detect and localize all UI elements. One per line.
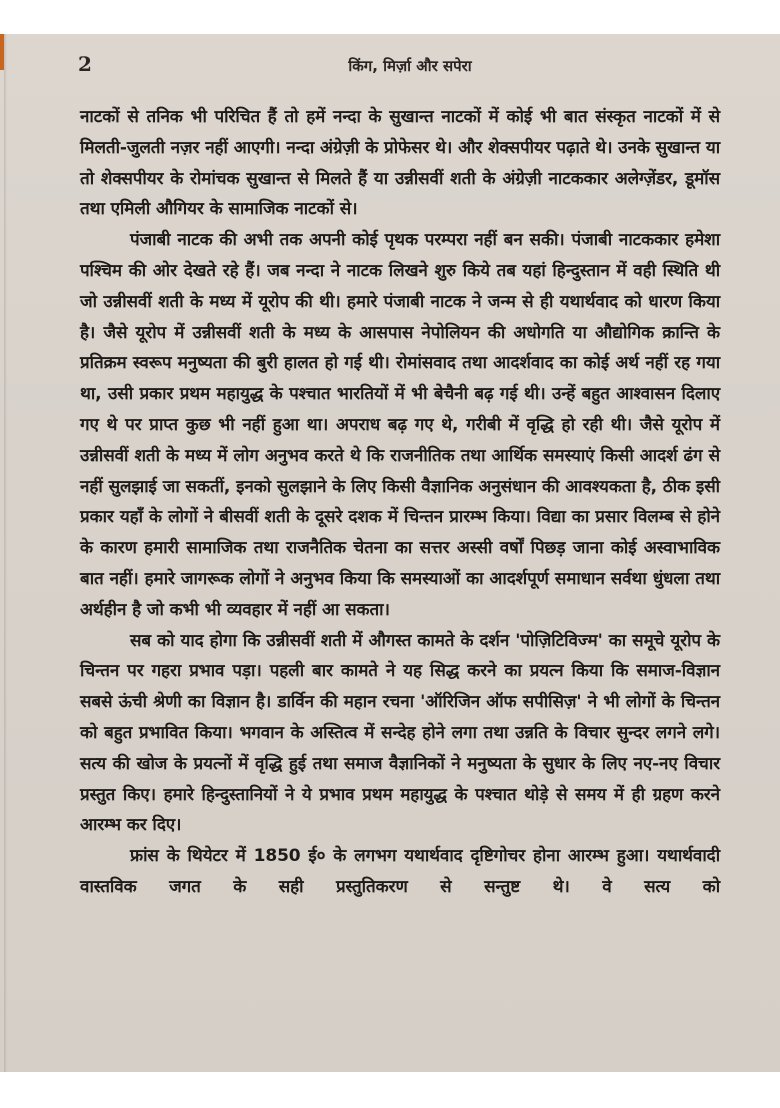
page-header — [0, 52, 780, 82]
body-text — [80, 102, 720, 903]
paragraph-4: फ्रांस के थियेटर में 1850 ई० के लगभग यथार्थवाद दृष्टिगोचर होना आरम्भ हुआ। यथार्थवादी वास्तविक जगत के सही प्रस्तुतिकरण से सन्तुष्ट थे। वे सत्य को — [80, 846, 720, 897]
running-title: किंग, मिर्ज़ा और सपेरा — [348, 57, 472, 75]
book-page — [0, 34, 780, 1072]
page-number: 2 — [78, 52, 92, 76]
paragraph-2: पंजाबी नाटक की अभी तक अपनी कोई पृथक परम्परा नहीं बन सकी। पंजाबी नाटककार हमेशा पश्चिम की ओर देखते रहे हैं। जब नन्दा ने नाटक लिखने शुरु किये तब यहां हिन्दुस्तान में वही स्थिति थी जो उन्नीसवीं शती के मध्य में यूरोप की थी। हमारे पंजाबी नाटक ने जन्म से ही यथार्थवाद को धारण किया है। जैसे यूरोप में उन्नीसवीं शती के मध्य के आसपास नेपोलियन की अधोगति या औद्योगिक क्रान्ति के प्रतिक्रम स्वरूप मनुष्यता की बुरी हालत हो गई थी। रोमांसवाद तथा आदर्शवाद का कोई अर्थ नहीं रह गया था, उसी प्रकार प्रथम महायुद्ध के पश्चात भारतियों में भी बेचैनी बढ़ गई थी। उन्हें बहुत आश्वासन दिलाए गए थे पर प्राप्त कुछ भी नहीं हुआ था। अपराध बढ़ गए थे, गरीबी में वृद्धि हो रही थी। जैसे यूरोप में उन्नीसवीं शती के मध्य में लोग अनुभव करते थे कि राजनीतिक तथा आर्थिक समस्याएं किसी आदर्श ढंग से नहीं सुलझाई जा सकतीं, इनको सुलझाने के लिए किसी वैज्ञानिक अनुसंधान की आवश्यकता है, ठीक इसी प्रकार यहाँ के लोगों ने बीसवीं शती के दूसरे दशक में चिन्तन प्रारम्भ किया। विद्या का प्रसार विलम्ब से होने के कारण हमारी सामाजिक तथा राजनैतिक चेतना का सत्तर अस्सी वर्षों पिछड़ जाना कोई अस्वाभाविक बात नहीं। हमारे जागरूक लोगों ने अनुभव किया कि समस्याओं का आदर्शपूर्ण समाधान सर्वथा धुंधला तथा अर्थहीन है जो कभी भी व्यवहार में नहीं आ सकता। — [80, 230, 720, 620]
spine-shadow — [4, 34, 7, 1072]
paragraph-3: सब को याद होगा कि उन्नीसवीं शती में औगस्त कामते के दर्शन 'पोज़िटिविज्म' का समूचे यूरोप के चिन्तन पर गहरा प्रभाव पड़ा। पहली बार कामते ने यह सिद्ध करने का प्रयत्न किया कि समाज-विज्ञान सबसे ऊंची श्रेणी का विज्ञान है। डार्विन की महान रचना 'ऑरिजिन ऑफ सपीसिज़' ने भी लोगों के चिन्तन को बहुत प्रभावित किया। भगवान के अस्तित्व में सन्देह होने लगा तथा उन्नति के विचार सुन्दर लगने लगे। सत्य की खोज के प्रयत्नों में वृद्धि हुई तथा समाज वैज्ञानिकों ने मनुष्यता के सुधार के लिए नए-नए विचार प्रस्तुत किए। हमारे हिन्दुस्तानियों ने ये प्रभाव प्रथम महायुद्ध के पश्चात थोड़े से समय में ही ग्रहण करने आरम्भ कर दिए। — [80, 630, 720, 836]
paragraph-1: नाटकों से तनिक भी परिचित हैं तो हमें नन्दा के सुखान्त नाटकों में कोई भी बात संस्कृत नाटकों में से मिलती-जुलती नज़र नहीं आएगी। नन्दा अंग्रेज़ी के प्रोफेसर थे। और शेक्सपीयर पढ़ाते थे। उनके सुखान्त या तो शेक्सपीयर के रोमांचक सुखान्त से मिलते हैं या उन्नीसवीं शती के अंग्रेज़ी नाटककार अलेग्ज़ेंडर, डूमॉस तथा एमिली औगियर के सामाजिक नाटकों से। — [80, 107, 720, 220]
